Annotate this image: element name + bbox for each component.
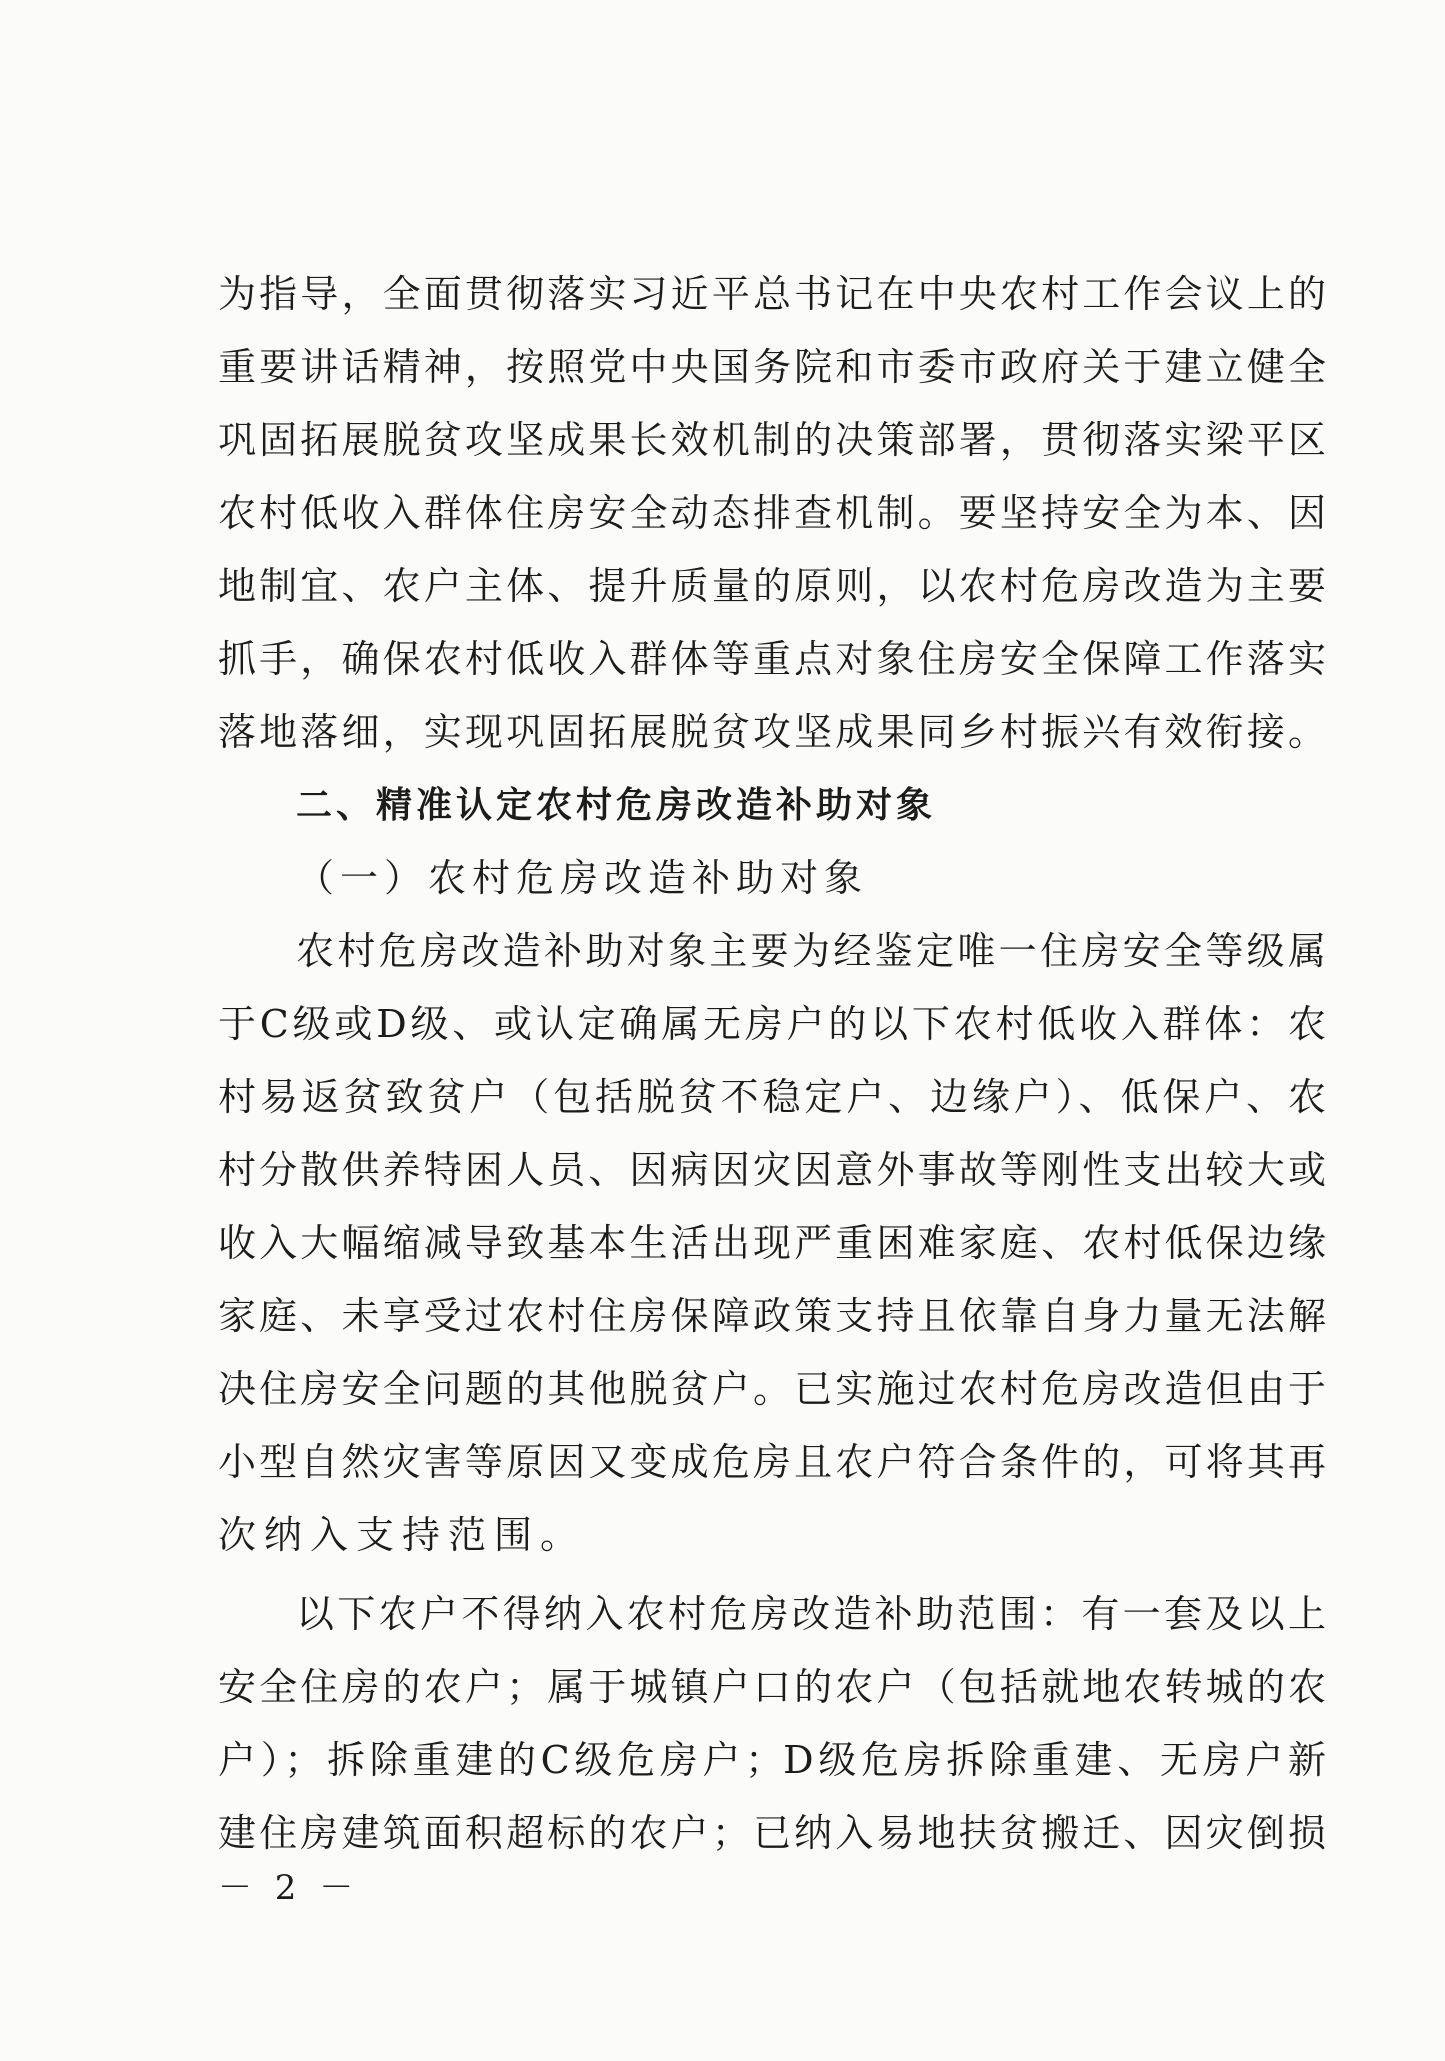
text-line: 以下农户不得纳入农村危房改造补助范围：有一套及以上 [296,1592,1326,1636]
text-line: 地制宜、农户主体、提升质量的原则，以农村危房改造为主要 [218,564,1326,608]
text-line: 为指导，全面贯彻落实习近平总书记在中央农村工作会议上的 [218,272,1326,316]
section-heading: 二、精准认定农村危房改造补助对象 [296,785,937,826]
document-body [218,258,1326,1870]
text-line: 次纳入支持范围。 [218,1513,587,1557]
text-line: 重要讲话精神，按照党中央国务院和市委市政府关于建立健全 [218,345,1326,389]
text-line: 农村危房改造补助对象主要为经鉴定唯一住房安全等级属 [296,929,1326,973]
text-line: 小型自然灾害等原因又变成危房且农户符合条件的，可将其再 [218,1440,1326,1484]
text-line: 安全住房的农户；属于城镇户口的农户（包括就地农转城的农 [218,1665,1326,1709]
text-line: 农村低收入群体住房安全动态排查机制。要坚持安全为本、因 [218,491,1326,535]
text-line: 落地落细，实现巩固拓展脱贫攻坚成果同乡村振兴有效衔接。 [218,710,1326,754]
targets-paragraph [218,915,1326,1572]
exclusions-paragraph [218,1578,1326,1870]
text-line: 村分散供养特困人员、因病因灾因意外事故等刚性支出较大或 [218,1148,1326,1192]
text-line: 决住房安全问题的其他脱贫户。已实施过农村危房改造但由于 [218,1367,1326,1411]
page-number: － 2 － [218,1868,360,1908]
text-line: 户）；拆除重建的C级危房户；D级危房拆除重建、无房户新 [218,1738,1326,1782]
text-line: 家庭、未享受过农村住房保障政策支持且依靠自身力量无法解 [218,1294,1326,1338]
text-line: 巩固拓展脱贫攻坚成果长效机制的决策部署，贯彻落实梁平区 [218,418,1326,462]
text-line: 建住房建筑面积超标的农户；已纳入易地扶贫搬迁、因灾倒损 [218,1811,1326,1855]
text-line: 抓手，确保农村低收入群体等重点对象住房安全保障工作落实 [218,637,1326,681]
subsection-heading: （一）农村危房改造补助对象 [296,856,869,900]
text-line: 村易返贫致贫户（包括脱贫不稳定户、边缘户）、低保户、农 [218,1075,1326,1119]
text-line: 收入大幅缩减导致基本生活出现严重困难家庭、农村低保边缘 [218,1221,1326,1265]
text-line: 于C级或D级、或认定确属无房户的以下农村低收入群体：农 [218,1002,1326,1046]
intro-paragraph [218,258,1326,769]
